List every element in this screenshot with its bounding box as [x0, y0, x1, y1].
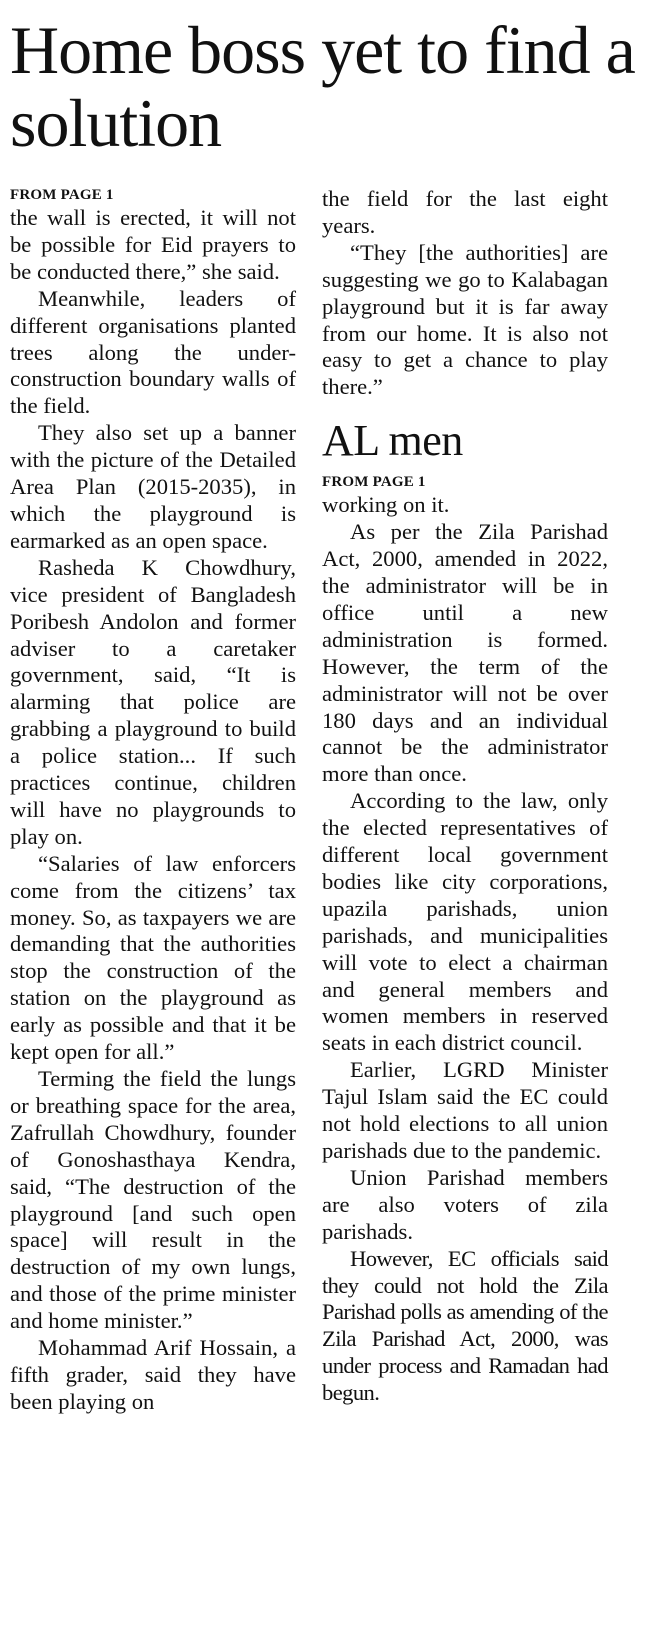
paragraph: “They [the authorities] are suggesting we go to Kalabagan playground but it is far away from our home. It is also not easy to get a chance to play there.”: [322, 239, 608, 400]
paragraph: They also set up a banner with the picture of the Detailed Area Plan (2015-2035), in which the playground is earmarked as an open space.: [10, 420, 296, 553]
continuation-kicker: FROM PAGE 1: [322, 474, 426, 491]
paragraph: Union Parishad members are also voters of zila parishads.: [322, 1164, 608, 1244]
paragraph: the field for the last eight years.: [322, 186, 608, 238]
paragraph: Meanwhile, leaders of different organisations planted trees along the under-construction boundary walls of the field.: [10, 285, 296, 419]
paragraph: “Salaries of law enforcers come from the citizens’ tax money. So, as taxpayers we are demanding that the authorities stop the construction of the station on the playground as early as possible and that it be kept open for all.”: [10, 850, 296, 1065]
subheadline: AL men: [322, 416, 463, 466]
paragraph: the wall is erected, it will not be possible for Eid prayers to be conducted there,” she said.: [10, 205, 296, 284]
headline: Home boss yet to find a solution: [10, 12, 635, 161]
left-column: [10, 186, 296, 1416]
paragraph: Rasheda K Chowdhury, vice president of Bangladesh Poribesh Andolon and former adviser to a caretaker government, said, “It is alarming that police are grabbing a playground to build a police station... If such practices continue, children will have no playgrounds to play on.: [10, 554, 296, 849]
paragraph: Mohammad Arif Hossain, a fifth grader, said they have been playing on: [10, 1335, 296, 1414]
continuation-kicker: FROM PAGE 1: [10, 187, 114, 203]
paragraph: According to the law, only the elected representatives of different local government bodies like city corporations, upazila parishads, union parishads, and municipalities will vote to elect a chairman and general members and women members in reserved seats in each district council.: [322, 788, 608, 1056]
paragraph: As per the Zila Parishad Act, 2000, amended in 2022, the administrator will be in office until a new administration is formed. However, the term of the administrator will not be over 180 days and an individual cannot be the administrator more than once.: [322, 519, 608, 787]
paragraph: Earlier, LGRD Minister Tajul Islam said the EC could not hold elections to all union parishads due to the pandemic.: [322, 1057, 608, 1163]
paragraph: working on it.: [322, 492, 450, 518]
right-column: [322, 186, 608, 1407]
paragraph: Terming the field the lungs or breathing space for the area, Zafrullah Chowdhury, founder of Gonoshasthaya Kendra, said, “The destruction of the playground [and such open space] will result in the destruction of my own lungs, and those of the prime minister and home minister.”: [10, 1066, 296, 1334]
paragraph: However, EC officials said they could not hold the Zila Parishad polls as amending of the Zila Parishad Act, 2000, was under process and Ramadan had begun.: [322, 1245, 608, 1406]
